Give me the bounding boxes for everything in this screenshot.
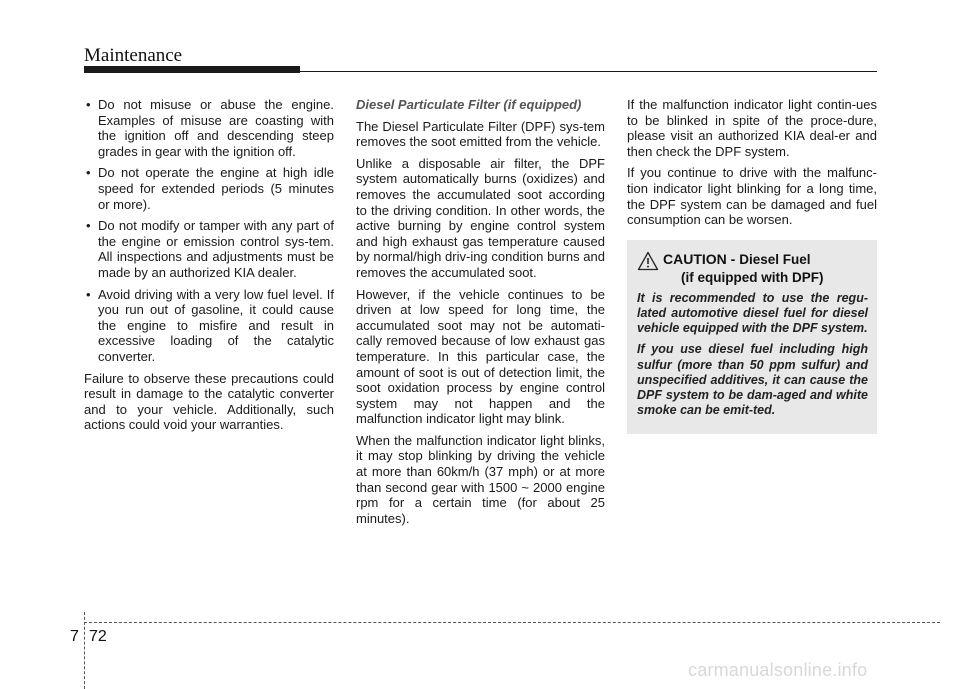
paragraph: However, if the vehicle continues to be driven at low speed for long time, the accumulated soot may not be automati-cally removed because of low exhaust gas temperature. In this particular case, the amount of soot is out of detection limit, the soot oxidation process by engine control system may not happen and the malfunction indicator light may blink. — [356, 286, 605, 427]
section-heading: Diesel Particulate Filter (if equipped) — [356, 97, 582, 112]
caution-box — [627, 240, 877, 435]
precaution-paragraph: Failure to observe these precautions could result in damage to the catalytic converter and to your vehicle. Additionally, such actions could void your warranties. — [84, 370, 334, 433]
list-item: • Do not operate the engine at high idle speed for extended periods (5 minutes or more). — [84, 165, 334, 212]
page-number: 72 — [89, 628, 107, 645]
list-item: • Do not misuse or abuse the engine. Examples of misuse are coasting with the ignition off and descending steep grades in gear with the ignition off. — [84, 97, 334, 159]
page-title: Maintenance — [84, 45, 183, 66]
caution-title — [663, 250, 823, 287]
header-bar — [84, 66, 300, 73]
column-1 — [84, 97, 334, 439]
footer-rule — [84, 622, 940, 623]
list-item: • Do not modify or tamper with any part of the engine or emission control sys-tem. All inspections and adjustments must be made by an authorized KIA dealer. — [84, 218, 334, 280]
caution-text: If you use diesel fuel including high sulfur (more than 50 ppm sulfur) and unspecified additives, it can cause the DPF system to be dam-aged and white smoke can be emit-ted. — [637, 342, 868, 418]
chapter-number: 7 — [70, 628, 79, 645]
caution-label: CAUTION - — [663, 250, 740, 267]
caution-subject-qualifier: (if equipped with DPF) — [681, 269, 824, 285]
column-3 — [627, 97, 877, 434]
paragraph: When the malfunction indicator light blinks, it may stop blinking by driving the vehicle at more than 60km/h (37 mph) or at more than second gear with 1500 ~ 2000 engine rpm for a certain time (for about 25 minutes). — [356, 432, 605, 526]
caution-header — [637, 250, 868, 287]
footer-divider — [84, 612, 85, 689]
caution-text: It is recommended to use the regu-lated automotive diesel fuel for diesel vehicle equipped with the DPF system. — [637, 290, 868, 336]
warning-triangle-icon — [637, 251, 659, 271]
paragraph: The Diesel Particulate Filter (DPF) sys-tem removes the soot emitted from the vehicle. — [356, 118, 605, 150]
list-item: • Avoid driving with a very low fuel level. If you run out of gasoline, it could cause the engine to misfire and result in excessive loading of the catalytic converter. — [84, 287, 334, 365]
paragraph: Unlike a disposable air filter, the DPF system automatically burns (oxidizes) and removes the accumulated soot according to the driving condition. In other words, the active burning by engine control system and high exhaust gas temperature caused by normal/high driv-ing condition burns and removes the accumulated soot. — [356, 155, 605, 280]
watermark: carmanualsonline.info — [688, 660, 868, 680]
paragraph: If you continue to drive with the malfunc-tion indicator light blinking for a long time, the DPF system can be damaged and fuel consumption can be worsen. — [627, 165, 877, 228]
paragraph: If the malfunction indicator light contin-ues to be blinked in spite of the proce-dure, please visit an authorized KIA deal-er and then check the DPF system. — [627, 97, 877, 159]
caution-subject: Diesel Fuel — [739, 251, 811, 267]
column-2 — [356, 97, 605, 532]
header-rule — [300, 71, 877, 72]
precaution-list — [84, 97, 334, 365]
